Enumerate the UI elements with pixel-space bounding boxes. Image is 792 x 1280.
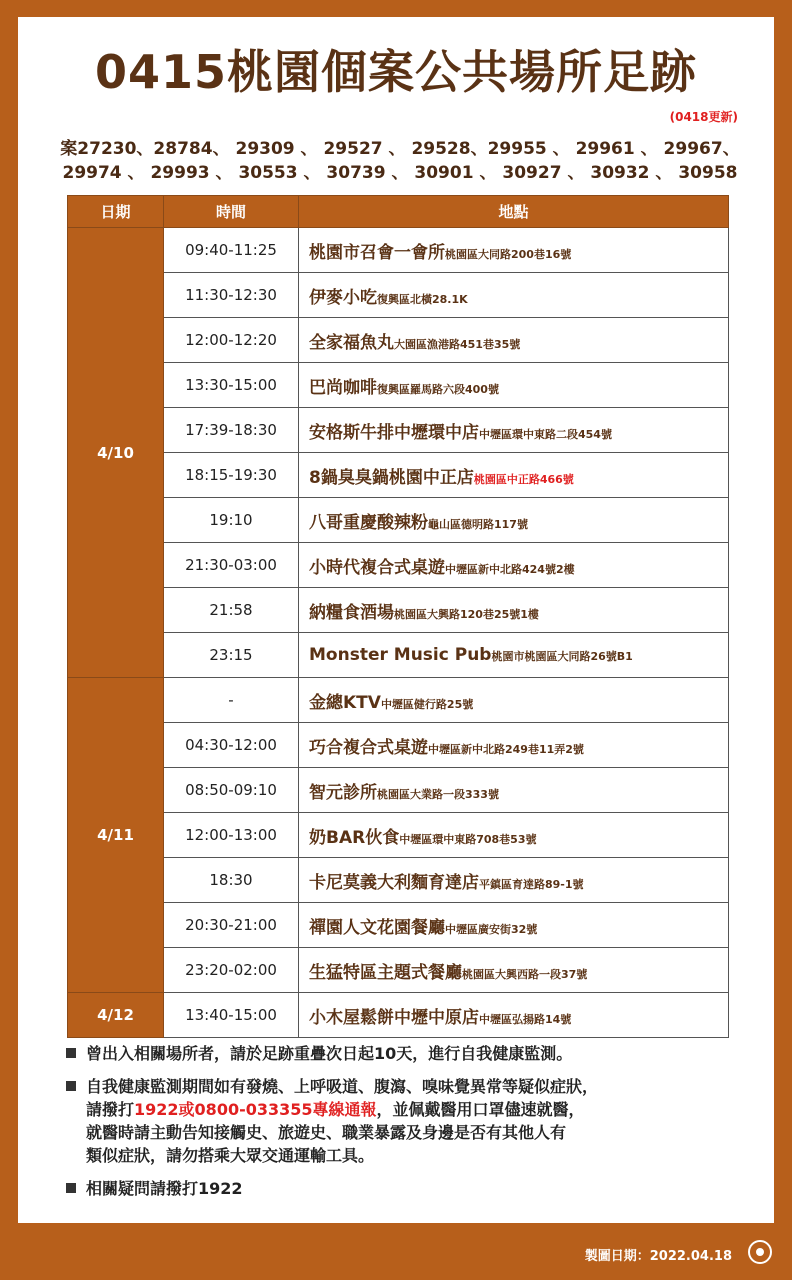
bullet-icon [66,1081,76,1091]
time-cell: 23:15 [164,633,299,678]
place-cell [299,408,729,453]
place-cell [299,543,729,588]
place-name: Monster Music Pub [309,645,492,665]
table-row [68,858,729,903]
place-cell [299,318,729,363]
place-address: 中壢區健行路25號 [380,697,474,711]
table-row [68,903,729,948]
time-cell: 20:30-21:00 [164,903,299,948]
time-cell: 23:20-02:00 [164,948,299,993]
place-name: 八哥重慶酸辣粉 [309,512,428,533]
note-item [66,1075,746,1167]
place-address: 中壢區環中東路708巷53號 [399,832,537,846]
place-cell [299,768,729,813]
note-item [66,1177,746,1200]
column-header-time: 時間 [164,196,299,228]
place-cell [299,723,729,768]
table-row [68,813,729,858]
hotline-text: 1922或0800-033355專線通報 [134,1100,377,1119]
footprint-table [67,195,729,1038]
time-cell: 12:00-13:00 [164,813,299,858]
place-cell [299,813,729,858]
place-address: 中壢區新中北路424號2樓 [445,562,575,576]
table-row [68,678,729,723]
table-row [68,543,729,588]
place-address: 大園區漁港路451巷35號 [394,337,521,351]
place-address: 平鎮區育達路89-1號 [479,877,584,891]
table-body [68,228,729,1038]
note-item [66,1042,746,1065]
time-cell: 21:58 [164,588,299,633]
time-cell: 11:30-12:30 [164,273,299,318]
time-cell: 04:30-12:00 [164,723,299,768]
place-address: 龜山區德明路117號 [428,517,528,531]
update-note: (0418更新) [669,110,738,124]
time-cell: 08:50-09:10 [164,768,299,813]
case-numbers-line-1: 案27230、28784、 29309 、 29527 、 29528、29955 、 29961 、 29967、 [60,139,740,159]
bullet-icon [66,1183,76,1193]
place-cell [299,363,729,408]
time-cell: 19:10 [164,498,299,543]
table-row [68,768,729,813]
table-row [68,363,729,408]
table-row [68,723,729,768]
place-name: 全家福魚丸 [309,332,394,353]
time-cell: 09:40-11:25 [164,228,299,273]
note-text: 相關疑問請撥打1922 [86,1179,243,1198]
place-name: 金總KTV [309,692,381,713]
place-name: 伊麥小吃 [309,287,377,308]
place-cell [299,903,729,948]
place-name: 奶BAR伙食 [309,827,400,848]
place-name: 納糧食酒場 [309,602,394,623]
table-row [68,273,729,318]
table-row [68,948,729,993]
place-cell [299,273,729,318]
seal-logo-icon [748,1240,772,1264]
place-address: 中壢區廣安街32號 [445,922,538,936]
table-row [68,408,729,453]
place-cell [299,498,729,543]
table-header-row [68,196,729,228]
place-cell [299,228,729,273]
place-name: 小木屋鬆餅中壢中原店 [309,1007,479,1028]
made-date: 製圖日期：2022.04.18 [584,1249,732,1264]
time-cell: 21:30-03:00 [164,543,299,588]
time-cell: 13:40-15:00 [164,993,299,1038]
time-cell: 13:30-15:00 [164,363,299,408]
place-address: 復興區羅馬路六段400號 [377,382,499,396]
place-address: 桃園區大同路200巷16號 [445,247,572,261]
place-name: 桃園市召會一會所 [309,242,445,263]
table-row [68,993,729,1038]
place-address: 中壢區新中北路249巷11弄2號 [428,742,584,756]
place-address: 中壢區環中東路二段454號 [479,427,612,441]
place-address: 復興區北橫28.1K [377,292,468,306]
time-cell: 12:00-12:20 [164,318,299,363]
time-cell: - [164,678,299,723]
place-name: 8鍋臭臭鍋桃園中正店 [309,467,474,488]
place-address: 桃園區中正路466號 [473,472,574,486]
place-cell [299,633,729,678]
place-name: 巴尚咖啡 [309,377,377,398]
table-row [68,498,729,543]
column-header-date: 日期 [68,196,164,228]
place-address: 中壢區弘揚路14號 [479,1012,572,1026]
time-cell: 18:15-19:30 [164,453,299,498]
place-cell [299,948,729,993]
bullet-icon [66,1048,76,1058]
place-cell [299,993,729,1038]
date-cell: 4/11 [68,678,164,993]
place-name: 智元診所 [309,782,377,803]
column-header-place: 地點 [299,196,729,228]
place-address: 桃園區大興西路一段37號 [462,967,588,981]
place-name: 小時代複合式桌遊 [309,557,445,578]
note-text: 自我健康監測期間如有發燒、上呼吸道、腹瀉、嗅味覺異常等疑似症狀， 請撥打1922或0800-033355專線通報，並佩戴醫用口罩儘速就醫， 就醫時請主動告知接觸史、旅遊史、職業暴露及身邊是否有其他人有 類似症狀，請勿搭乘大眾交通運輸工具。 [86,1077,599,1165]
note-text: 曾出入相關場所者，請於足跡重疊次日起10天，進行自我健康監測。 [86,1044,573,1063]
table-row [68,228,729,273]
table-row [68,453,729,498]
place-address: 桃園市桃園區大同路26號B1 [491,650,633,663]
time-cell: 17:39-18:30 [164,408,299,453]
table-row [68,588,729,633]
place-cell [299,588,729,633]
place-cell [299,678,729,723]
place-name: 生猛特區主題式餐廳 [309,962,462,983]
place-cell [299,453,729,498]
page-title: 0415桃園個案公共場所足跡 [94,45,698,99]
table-row [68,633,729,678]
date-cell: 4/12 [68,993,164,1038]
place-cell [299,858,729,903]
case-numbers-line-2: 29974 、 29993 、 30553 、 30739 、 30901 、 30927 、 30932 、 30958 [62,163,738,183]
date-cell: 4/10 [68,228,164,678]
place-name: 卡尼莫義大利麵育達店 [309,872,479,893]
table-row [68,318,729,363]
notes-section [66,1042,746,1210]
place-name: 禪園人文花園餐廳 [309,917,445,938]
place-address: 桃園區大業路一段333號 [377,787,499,801]
time-cell: 18:30 [164,858,299,903]
place-address: 桃園區大興路120巷25號1樓 [394,607,539,621]
place-name: 安格斯牛排中壢環中店 [309,422,479,443]
place-name: 巧合複合式桌遊 [309,737,428,758]
